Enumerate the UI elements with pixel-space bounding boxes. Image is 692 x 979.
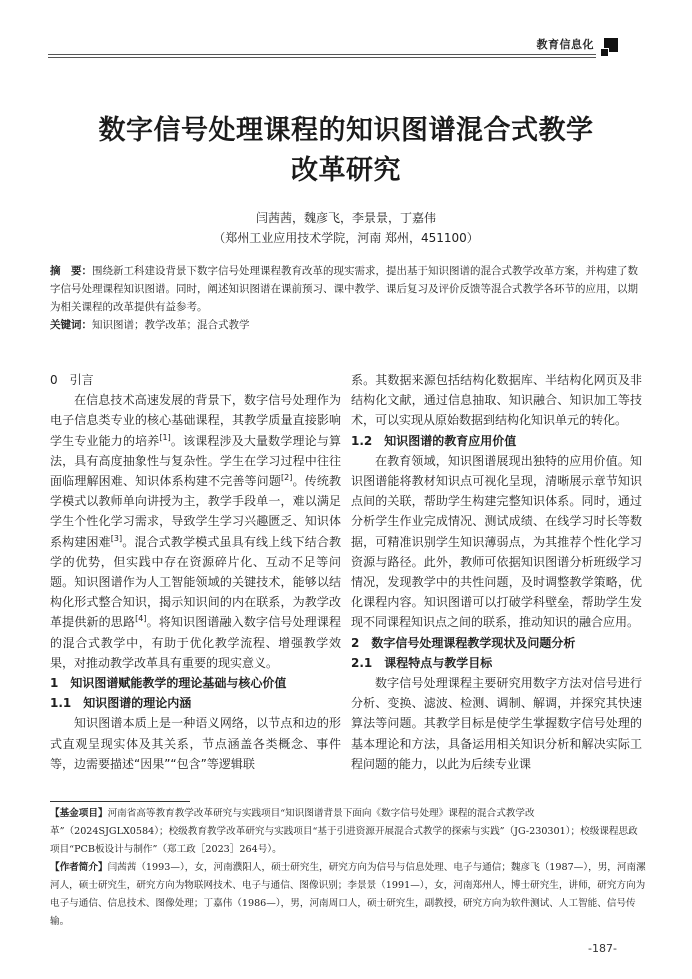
intro-text-a: 在信息技术高速发展的背景下，数字信号处理作为电子信息类专业的核心基础课程，其教学质量直接影响学生专业能力的培养 <box>50 393 341 448</box>
abstract-text: 围绕新工科建设背景下数字信号处理课程教育改革的现实需求，提出基于知识图谱的混合式教学改革方案，并构建了数字信号处理课程知识图谱。同时，阐述知识图谱在课前预习、课中教学、课后复习及评价反馈等混合式教学各环节的应用，以期为相关课程的改革提供有益参考。 <box>50 265 638 313</box>
keywords <box>50 316 646 334</box>
paper-title-line-2: 改革研究 <box>291 155 401 186</box>
author-bio-text: 闫茜茜（1993—），女，河南濮阳人，硕士研究生，研究方向为信号与信息处理、电子与通信；魏彦飞（1987—），男，河南漯河人，硕士研究生，研究方向为物联网技术、电子与通信、图像识别；李景景（1991—），女，河南郑州人，博士研究生，讲师，研究方向为电子与通信、信息技术、图像处理；丁嘉伟（1986—），男，河南周口人，硕士研究生，副教授，研究方向为软件测试、人工智能、信号传输。 <box>50 862 646 927</box>
intro-text-e: 。将知识图谱融入数字信号处理课程的混合式教学中，有助于优化教学流程、增强教学效果，对推动教学改革具有重要的现实意义。 <box>50 615 341 670</box>
intro-paragraph <box>50 390 341 673</box>
funding-label: 【基金项目】 <box>50 808 108 819</box>
section-1-1-heading: 1.1 知识图谱的理论内涵 <box>50 696 192 711</box>
citation-2: [2] <box>281 473 293 483</box>
section-1-1-paragraph-cont: 系。其数据来源包括结构化数据库、半结构化网页及非结构化文献，通过信息抽取、知识融合、知识加工等技术，可以实现从原始数据到结构化知识单元的转化。 <box>351 373 642 428</box>
citation-3: [3] <box>110 533 123 543</box>
citation-4: [4] <box>135 614 147 624</box>
abstract <box>50 262 646 316</box>
section-2-heading: 2 数字信号处理课程教学现状及问题分析 <box>351 635 576 650</box>
affiliation: （郑州工业应用技术学院，河南 郑州，451100） <box>213 231 479 245</box>
front-matter <box>50 262 646 334</box>
funding-text: 河南省高等教育教学改革研究与实践项目“知识图谱背景下面向《数字信号处理》课程的混合式教学改革”（2024SJGLX0584）；校级教育教学改革研究与实践项目“基于引进资源开展混合式教学的探索与实践”（JG-230301）；校级课程思政项目“PCB板设计与制作”（郑工政［2023］264号）。 <box>50 808 638 855</box>
section-1-2-heading: 1.2 知识图谱的教育应用价值 <box>351 433 517 448</box>
body-columns <box>50 370 642 774</box>
page-number: -187- <box>588 942 617 955</box>
funding-note <box>50 805 646 859</box>
left-column <box>50 370 341 774</box>
citation-1: [1] <box>159 432 171 442</box>
footnotes <box>50 801 646 931</box>
authors: 闫茜茜，魏彦飞，李景景，丁嘉伟 <box>255 211 436 225</box>
section-logo-icon <box>600 38 618 56</box>
footnote-divider <box>50 801 190 802</box>
intro-text-c: 。传统教学模式以教师单向讲授为主，教学手段单一，难以满足学生个性化学习需求，导致学生学习兴趣匮乏、知识体系构建困难 <box>50 474 341 549</box>
intro-text-d: 。混合式教学模式虽具有线上线下结合教学的优势，但实践中存在资源碎片化、互动不足等问题。知识图谱作为人工智能领域的关键技术，能够以结构化形式整合知识，揭示知识间的内在联系，为教学改革提供新的思路 <box>50 534 341 630</box>
section-1-heading: 1 知识图谱赋能教学的理论基础与核心价值 <box>50 676 287 691</box>
section-1-2-paragraph: 在教育领域，知识图谱展现出独特的应用价值。知识图谱能将教材知识点可视化呈现，清晰展示章节知识点间的关联，帮助学生构建完整知识体系。同时，通过分析学生作业完成情况、测试成绩、在线学习时长等数据，可精准识别学生知识薄弱点，为其推荐个性化学习资源与路径。此外，教师可依据知识图谱分析班级学习情况，发现教学中的共性问题，及时调整教学策略，优化课程内容。知识图谱可以打破学科壁垒，帮助学生发现不同课程知识点之间的联系，推动知识的融合应用。 <box>351 453 642 630</box>
author-bio-note <box>50 859 646 931</box>
author-bio-label: 【作者简介】 <box>50 862 108 873</box>
section-0-heading: 0 引言 <box>50 373 94 387</box>
journal-section-label: 教育信息化 <box>536 38 594 51</box>
header-rule <box>48 54 596 58</box>
right-column <box>351 370 642 774</box>
intro-text-b: 。该课程涉及大量数学理论与算法，具有高度抽象性与复杂性。学生在学习过程中往往面临理解困难、知识体系构建不完善等问题 <box>50 433 341 489</box>
section-2-1-paragraph: 数字信号处理课程主要研究用数字方法对信号进行分析、变换、滤波、检测、调制、解调，并探究其快速算法等问题。其教学目标是使学生掌握数字信号处理的基本理论和方法，具备运用相关知识分析和解决实际工程问题的能力，以此为后续专业课 <box>351 676 642 771</box>
paper-title-line-1: 数字信号处理课程的知识图谱混合式教学 <box>98 115 594 146</box>
keywords-text: 知识图谱；教学改革；混合式教学 <box>92 319 250 331</box>
keywords-label: 关键词： <box>50 319 92 331</box>
section-1-1-paragraph: 知识图谱本质上是一种语义网络，以节点和边的形式直观呈现实体及其关系，节点涵盖各类概念、事件等，边需要描述“因果”“包含”等逻辑联 <box>50 716 341 771</box>
abstract-label: 摘 要： <box>50 265 92 277</box>
section-2-1-heading: 2.1 课程特点与教学目标 <box>351 655 493 670</box>
